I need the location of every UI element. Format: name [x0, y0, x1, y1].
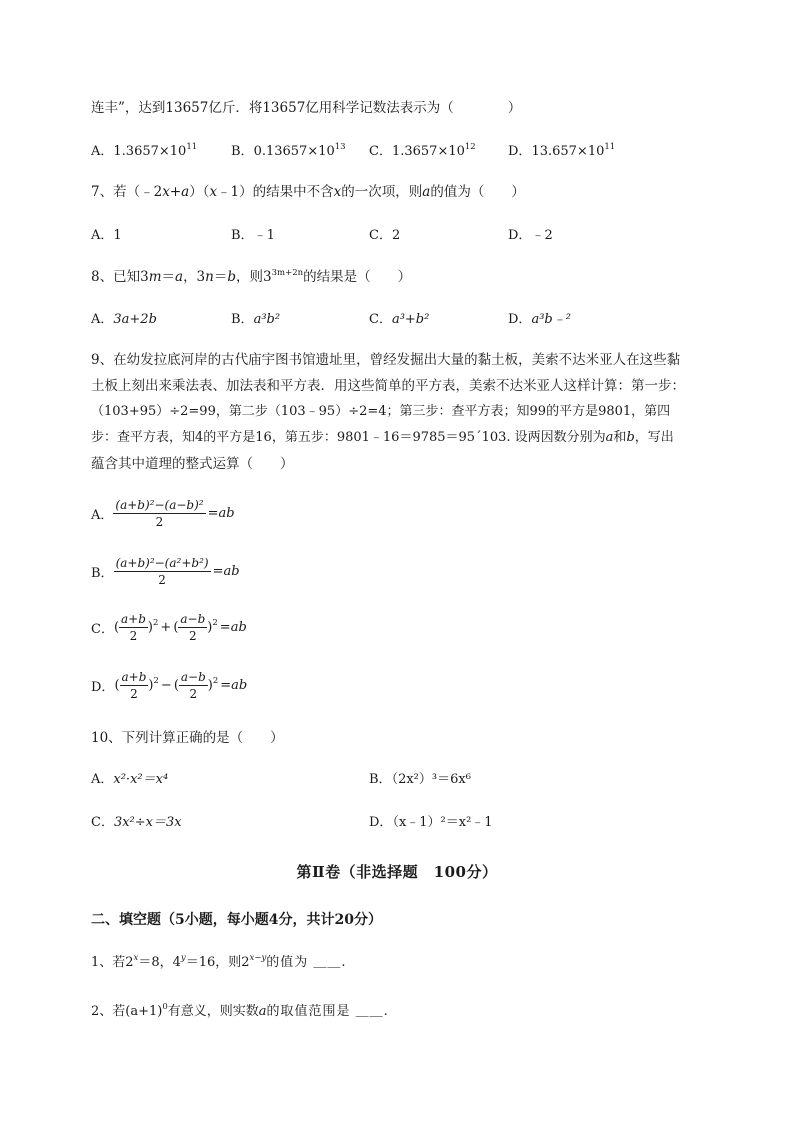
q8-option-c: C．a³+b² — [369, 312, 430, 327]
q6-option-b: B．$0.13657\times 10^{13}$ — [231, 142, 346, 159]
fill-q1: 1、若$2^x=8$，$4^y=16$，则$2^{x-y}$的值为 ＿＿. — [91, 953, 347, 970]
q9-stem-line-3: （103+95）÷2=99，第二步（103﹣95）÷2=4；第三步：查平方表；知99的平方是9801，第四 — [91, 404, 671, 419]
q7-option-c: C．2 — [369, 228, 401, 243]
q10-stem: 10、下列计算正确的是（ ） — [91, 730, 284, 746]
fill-q2: 2、若$(a+1)^0$有意义，则实数a的取值范围是 ＿＿. — [91, 1002, 389, 1019]
q6-option-a: A．$1.3657\times 10^{11}$ — [91, 142, 198, 159]
q6-stem-tail: 连丰”，达到13657亿斤．将13657亿用科学记数法表示为（ ） — [91, 100, 522, 116]
q8-option-a: A．3a+2b — [91, 312, 157, 327]
q10-option-c: C．3x²÷x＝3x — [91, 815, 182, 830]
q10-option-d: D．（x﹣1）²＝x²﹣1 — [369, 815, 493, 830]
section-title: 第Ⅱ卷（非选择题 100分） — [296, 863, 498, 881]
q9-stem-line-5: 蕴含其中道理的整式运算（ ） — [91, 456, 294, 472]
q7-stem: 7、若（﹣2x+a）（x﹣1）的结果中不含x的一次项，则a的值为（ ） — [91, 184, 525, 200]
q8-option-d: D．a³b﹣² — [508, 312, 571, 327]
q10-option-b: B．（2x²）³＝6x⁶ — [369, 772, 471, 787]
q8-option-b: B．a³b² — [231, 312, 281, 327]
q9-option-b: B． $\frac{\text{(a+b)²−(a²+b²)}}{2}$ =ab — [91, 556, 240, 587]
q6-option-c: C．$1.3657\times 10^{12}$ — [369, 142, 476, 159]
q9-stem-line-4: 步：查平方表，知4的平方是16，第五步：9801﹣16＝9785＝95´103. 设两因数分别为a和b，写出 — [91, 430, 674, 445]
q6-option-d: D．$13.657\times 10^{11}$ — [508, 142, 616, 159]
q10-option-a: A．x²·x²＝x⁴ — [91, 772, 169, 787]
q9-option-a: A． $\frac{\text{(a+b)²−(a−b)²}}{2}$ =ab — [91, 498, 235, 529]
q8-stem: 8、已知3m＝a，3n＝b，则$3^{3m+2n}$的结果是（ ） — [91, 268, 412, 285]
q9-stem-line-2: 土板上刻出来乘法表、加法表和平方表．用这些简单的平方表，美索不达米亚人这样计算：第一步： — [91, 378, 685, 394]
q7-option-a: A．1 — [91, 228, 122, 243]
q9-stem-line-1: 9、在幼发拉底河岸的古代庙宇图书馆遗址里，曾经发掘出大量的黏土板，美索不达米亚人在这些黏 — [91, 352, 681, 368]
fill-blank-heading: 二、填空题（5小题，每小题4分，共计20分） — [91, 912, 382, 928]
q9-option-d: D． ( $\frac{a+b}{2}$ )$^2$ − ( $\frac{a-b}{2}$ )$^2$ =ab — [91, 670, 248, 701]
q7-option-b: B．﹣1 — [231, 228, 275, 243]
q7-option-d: D．﹣2 — [508, 228, 553, 243]
q9-option-c: C． ( $\frac{a+b}{2}$ )$^2$ + ( $\frac{a-b}{2}$ )$^2$ =ab — [91, 612, 247, 643]
